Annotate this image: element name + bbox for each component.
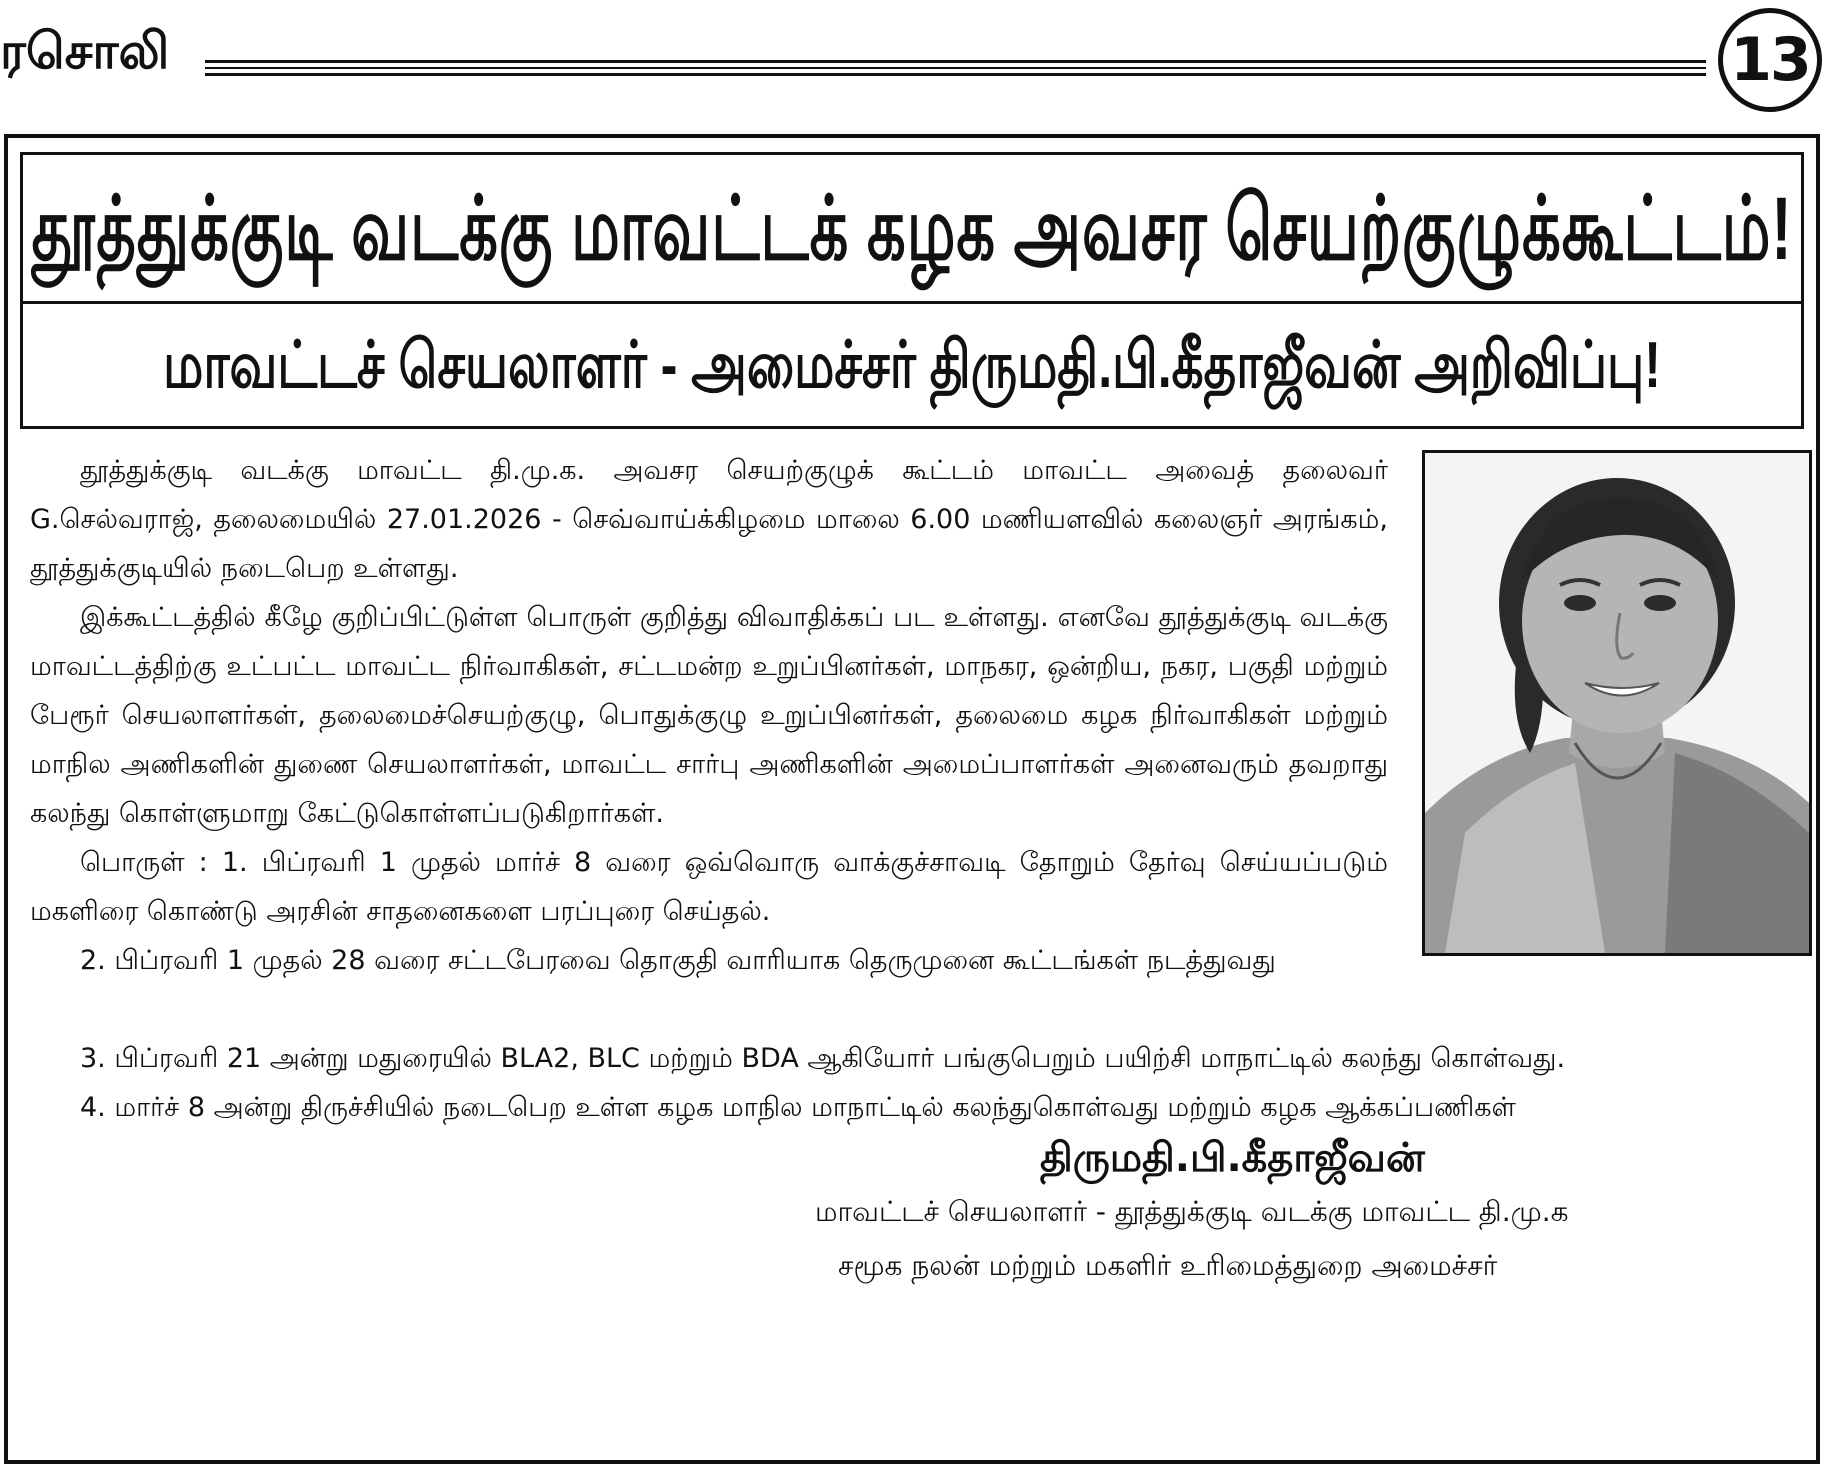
masthead-rule: [205, 67, 1706, 69]
paragraph-meeting-details: தூத்துக்குடி வடக்கு மாவட்ட தி.மு.க. அவசர செயற்குழுக் கூட்டம் மாவட்ட அவைத் தலைவர் G.செல்வராஜ், தலைமையில் 27.01.2026 - செவ்வாய்க்கிழமை மாலை 6.00 மணியளவில் கலைஞர் அரங்கம், தூத்துக்குடியில் நடைபெற உள்ளது.: [30, 455, 1388, 584]
headline-box: [20, 152, 1804, 304]
newspaper-name: ரசொலி: [0, 22, 170, 80]
masthead: [0, 0, 1826, 120]
subheadline-band: [20, 304, 1804, 429]
masthead-rule: [205, 60, 1706, 63]
signatory-title-1: மாவட்டச் செயலாளர் - தூத்துக்குடி வடக்கு மாவட்ட தி.மு.க: [815, 1195, 1569, 1228]
paragraph-agenda-1: பொருள் : 1. பிப்ரவரி 1 முதல் மார்ச் 8 வரை ஒவ்வொரு வாக்குச்சாவடி தோறும் தேர்வு செய்யப்படும் மகளிரை கொண்டு அரசின் சாதனைகளை பரப்புரை செய்தல்.: [30, 847, 1388, 927]
notice-body-lower: [30, 1034, 1810, 1132]
signatory-name: திருமதி.பி.கீதாஜீவன்: [1040, 1135, 1425, 1181]
subheadline: மாவட்டச் செயலாளர் - அமைச்சர் திருமதி.பி.கீதாஜீவன் அறிவிப்பு!: [163, 328, 1661, 402]
masthead-rule: [205, 73, 1706, 76]
portrait-photo: [1422, 450, 1812, 956]
page-number: 13: [1730, 25, 1810, 95]
notice-body-upper: [30, 446, 1388, 985]
paragraph-agenda-2: 2. பிப்ரவரி 1 முதல் 28 வரை சட்டபேரவை தொகுதி வாரியாக தெருமுனை கூட்டங்கள் நடத்துவது: [80, 945, 1276, 976]
portrait-illustration: [1425, 453, 1809, 953]
paragraph-agenda-3: 3. பிப்ரவரி 21 அன்று மதுரையில் BLA2, BLC மற்றும் BDA ஆகியோர் பங்குபெறும் பயிற்சி மாநாட்டில் கலந்து கொள்வது.: [80, 1043, 1566, 1074]
paragraph-invitees: இக்கூட்டத்தில் கீழே குறிப்பிட்டுள்ள பொருள் குறித்து விவாதிக்கப் பட உள்ளது. எனவே தூத்துக்குடி வடக்கு மாவட்டத்திற்கு உட்பட்ட மாவட்ட நிர்வாகிகள், சட்டமன்ற உறுப்பினர்கள், மாநகர, ஒன்றிய, நகர, பகுதி மற்றும் பேரூர் செயலாளர்கள், தலைமைச்செயற்குழு, பொதுக்குழு உறுப்பினர்கள், தலைமை கழக நிர்வாகிகள் மற்றும் மாநில அணிகளின் துணை செயலாளர்கள், மாவட்ட சார்பு அணிகளின் அமைப்பாளர்கள் அனைவரும் தவறாது கலந்து கொள்ளுமாறு கேட்டுகொள்ளப்படுகிறார்கள்.: [30, 602, 1388, 829]
paragraph-agenda-4: 4. மார்ச் 8 அன்று திருச்சியில் நடைபெற உள்ள கழக மாநில மாநாட்டில் கலந்துகொள்வது மற்றும் கழக ஆக்கப்பணிகள்: [80, 1092, 1516, 1123]
page-number-badge: [1718, 8, 1822, 112]
headline: தூத்துக்குடி வடக்கு மாவட்டக் கழக அவசர செயற்குழுக்கூட்டம்!: [31, 178, 1793, 278]
signatory-title-2: சமூக நலன் மற்றும் மகளிர் உரிமைத்துறை அமைச்சர்: [838, 1249, 1498, 1282]
